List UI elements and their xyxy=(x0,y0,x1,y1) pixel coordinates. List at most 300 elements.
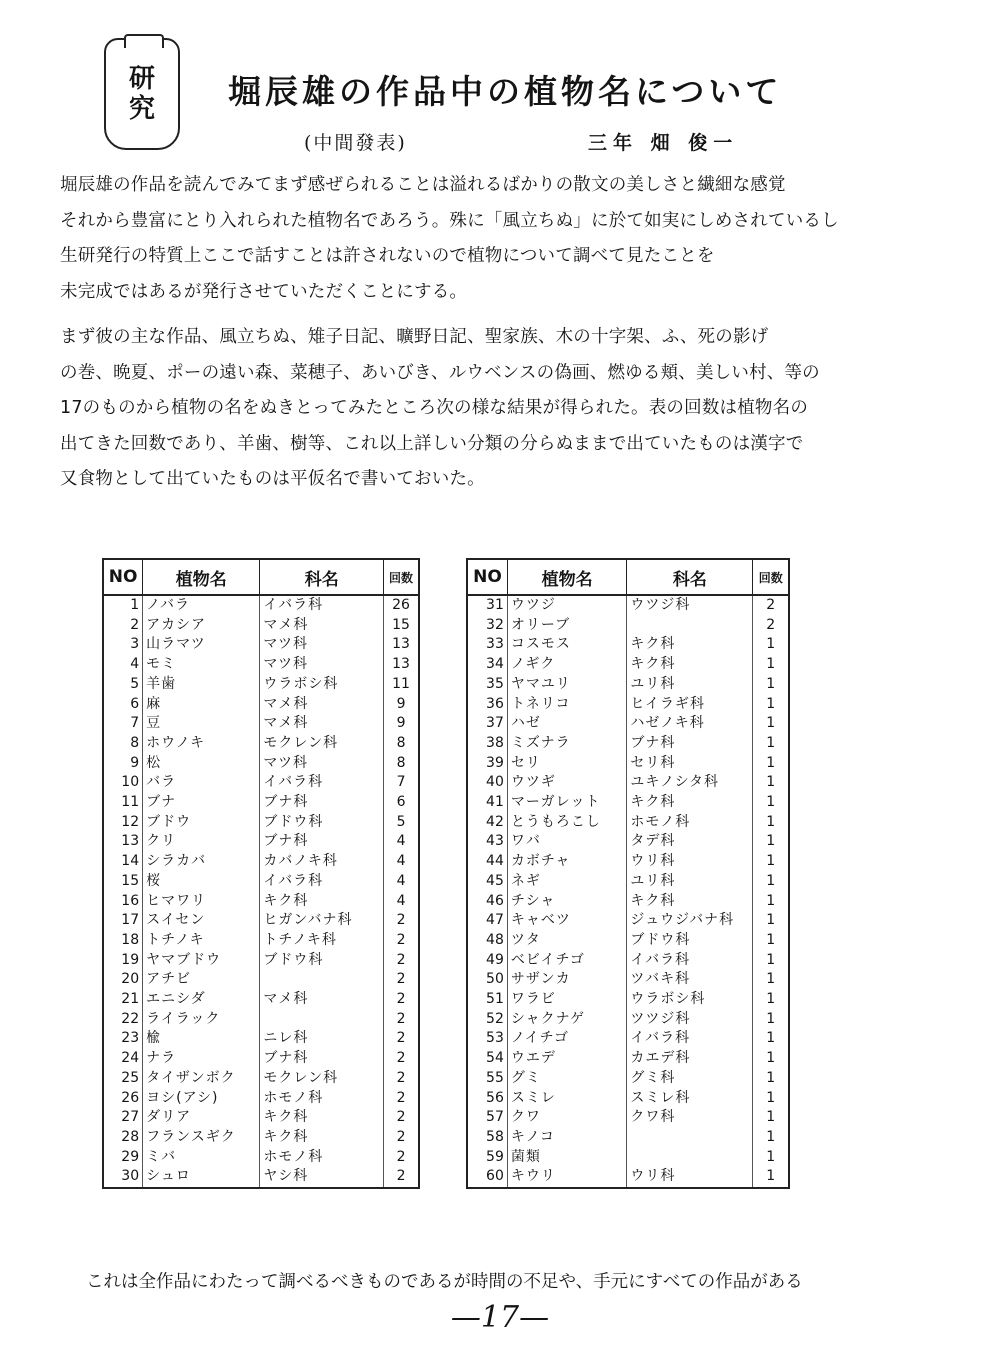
family-name: ホモノ科 xyxy=(627,813,753,833)
plant-name: タイザンボク xyxy=(143,1069,260,1089)
family-name: ブドウ科 xyxy=(260,951,384,971)
table-row xyxy=(467,773,789,793)
table-row xyxy=(103,970,419,990)
table-row xyxy=(467,1167,789,1188)
count-value: 8 xyxy=(396,754,406,771)
table-row xyxy=(467,990,789,1010)
table-row xyxy=(467,852,789,872)
plant-name: サザンカ xyxy=(507,970,627,990)
count-value: 1 xyxy=(766,774,776,791)
count-value: 2 xyxy=(396,912,406,929)
row-number: 17 xyxy=(103,911,143,931)
family-name: イバラ科 xyxy=(260,872,384,892)
row-number: 13 xyxy=(103,832,143,852)
row-number: 21 xyxy=(103,990,143,1010)
count-value: 13 xyxy=(392,656,410,673)
count-value: 2 xyxy=(396,1089,406,1106)
count-value: 2 xyxy=(396,991,406,1008)
family-name: ハゼノキ科 xyxy=(627,714,753,734)
count-value: 1 xyxy=(766,734,776,751)
plant-name: トチノキ xyxy=(143,931,260,951)
table-row xyxy=(103,655,419,675)
count-value: 7 xyxy=(396,774,406,791)
table-row xyxy=(103,1029,419,1049)
count-value: 1 xyxy=(766,931,776,948)
row-number: 49 xyxy=(467,951,507,971)
count-value: 2 xyxy=(396,1010,406,1027)
family-name: ニレ科 xyxy=(260,1029,384,1049)
plant-name: カボチャ xyxy=(507,852,627,872)
family-name: マメ科 xyxy=(260,616,384,636)
row-number: 10 xyxy=(103,773,143,793)
row-number: 19 xyxy=(103,951,143,971)
family-name: モクレン科 xyxy=(260,734,384,754)
stamp-char-1: 研 xyxy=(128,64,155,94)
table-row xyxy=(467,675,789,695)
table-row xyxy=(103,832,419,852)
plant-name: キウリ xyxy=(507,1167,627,1188)
count-value: 1 xyxy=(766,1148,776,1165)
page-title: 堀辰雄の作品中の植物名について xyxy=(228,72,783,111)
count-value: 2 xyxy=(396,1069,406,1086)
table-header-row xyxy=(103,559,419,595)
row-number: 23 xyxy=(103,1029,143,1049)
table-row xyxy=(467,1128,789,1148)
plant-name: エニシダ xyxy=(143,990,260,1010)
table-row xyxy=(467,813,789,833)
count-value: 4 xyxy=(396,872,406,889)
count-value: 2 xyxy=(396,1128,406,1145)
family-name: キク科 xyxy=(260,1128,384,1148)
plant-name: グミ xyxy=(507,1069,627,1089)
table-row xyxy=(467,595,789,616)
count-value: 13 xyxy=(392,636,410,653)
table-body xyxy=(103,595,419,1188)
count-value: 11 xyxy=(392,675,410,692)
author: 三年 畑 俊一 xyxy=(588,132,739,154)
row-number: 40 xyxy=(467,773,507,793)
table-row xyxy=(103,793,419,813)
intro-paragraph xyxy=(60,168,940,310)
plant-name: ミバ xyxy=(143,1148,260,1168)
header-family: 科名 xyxy=(260,559,384,595)
plant-name: 松 xyxy=(143,754,260,774)
plant-name: クワ xyxy=(507,1108,627,1128)
count-value: 1 xyxy=(766,656,776,673)
family-name: ユリ科 xyxy=(627,675,753,695)
row-number: 37 xyxy=(467,714,507,734)
row-number: 12 xyxy=(103,813,143,833)
plant-name: ベビイチゴ xyxy=(507,951,627,971)
count-value: 9 xyxy=(396,715,406,732)
plant-name: モミ xyxy=(143,655,260,675)
table-header-row xyxy=(467,559,789,595)
row-number: 60 xyxy=(467,1167,507,1188)
plant-name: クリ xyxy=(143,832,260,852)
table-row xyxy=(103,931,419,951)
table-row xyxy=(103,1010,419,1030)
plant-name: ウツジ xyxy=(507,595,627,616)
plant-name: ウエデ xyxy=(507,1049,627,1069)
paragraph-line: まず彼の主な作品、風立ちぬ、雉子日記、曠野日記、聖家族、木の十字架、ふ、死の影げ xyxy=(60,327,769,347)
count-value: 26 xyxy=(392,597,410,613)
plant-name: マーガレット xyxy=(507,793,627,813)
family-name: タデ科 xyxy=(627,832,753,852)
row-number: 3 xyxy=(103,635,143,655)
paragraph-line: 生研発行の特質上ここで話すことは許されないので植物について調べて見たことを xyxy=(60,246,715,266)
family-name: イバラ科 xyxy=(627,1029,753,1049)
row-number: 28 xyxy=(103,1128,143,1148)
family-name: ブドウ科 xyxy=(260,813,384,833)
plant-name: ヒマワリ xyxy=(143,892,260,912)
family-name: ホモノ科 xyxy=(260,1089,384,1109)
plant-name: ノイチゴ xyxy=(507,1029,627,1049)
method-paragraph xyxy=(60,320,940,498)
family-name: キク科 xyxy=(627,892,753,912)
family-name: ジュウジバナ科 xyxy=(627,911,753,931)
row-number: 53 xyxy=(467,1029,507,1049)
count-value: 1 xyxy=(766,1109,776,1126)
row-number: 38 xyxy=(467,734,507,754)
subtitle: (中間發表) xyxy=(304,132,407,154)
table-row xyxy=(467,635,789,655)
count-value: 8 xyxy=(396,734,406,751)
family-name: グミ科 xyxy=(627,1069,753,1089)
family-name: キク科 xyxy=(260,1108,384,1128)
table-row xyxy=(103,852,419,872)
count-value: 4 xyxy=(396,853,406,870)
row-number: 9 xyxy=(103,754,143,774)
family-name: マツ科 xyxy=(260,635,384,655)
plant-name: ライラック xyxy=(143,1010,260,1030)
row-number: 32 xyxy=(467,616,507,636)
research-stamp xyxy=(104,38,180,150)
table-row xyxy=(467,714,789,734)
header-no: NO xyxy=(467,559,507,595)
family-name: イバラ科 xyxy=(627,951,753,971)
row-number: 41 xyxy=(467,793,507,813)
table-row xyxy=(103,675,419,695)
count-value: 1 xyxy=(766,695,776,712)
plant-name: キャベツ xyxy=(507,911,627,931)
family-name: カバノキ科 xyxy=(260,852,384,872)
table-row xyxy=(103,754,419,774)
table-row xyxy=(467,1069,789,1089)
plant-name: ノギク xyxy=(507,655,627,675)
table-row xyxy=(467,1029,789,1049)
paragraph-line: の巻、晩夏、ポーの遠い森、菜穂子、あいびき、ルウベンスの偽画、燃ゆる頬、美しい村、等の xyxy=(60,362,820,383)
row-number: 27 xyxy=(103,1108,143,1128)
count-value: 1 xyxy=(766,892,776,909)
family-name xyxy=(260,970,384,990)
table-row xyxy=(103,1148,419,1168)
row-number: 58 xyxy=(467,1128,507,1148)
count-value: 1 xyxy=(766,715,776,732)
count-value: 1 xyxy=(766,675,776,692)
paragraph-line: 堀辰雄の作品を読んでみてまず感ぜられることは溢れるばかりの散文の美しさと繊細な感覚 xyxy=(60,175,786,195)
plant-name: ウツギ xyxy=(507,773,627,793)
plant-table-left xyxy=(102,558,420,1189)
family-name: ブナ科 xyxy=(260,793,384,813)
row-number: 57 xyxy=(467,1108,507,1128)
family-name: マツ科 xyxy=(260,655,384,675)
plant-name: ヤマユリ xyxy=(507,675,627,695)
row-number: 24 xyxy=(103,1049,143,1069)
row-number: 50 xyxy=(467,970,507,990)
table-row xyxy=(103,773,419,793)
row-number: 7 xyxy=(103,714,143,734)
plant-name: ツタ xyxy=(507,931,627,951)
row-number: 16 xyxy=(103,892,143,912)
row-number: 33 xyxy=(467,635,507,655)
table-row xyxy=(103,892,419,912)
table-row xyxy=(103,1128,419,1148)
table-row xyxy=(467,1049,789,1069)
plant-name: コスモス xyxy=(507,635,627,655)
row-number: 14 xyxy=(103,852,143,872)
row-number: 26 xyxy=(103,1089,143,1109)
family-name: スミレ科 xyxy=(627,1089,753,1109)
plant-name: スミレ xyxy=(507,1089,627,1109)
count-value: 6 xyxy=(396,794,406,811)
row-number: 20 xyxy=(103,970,143,990)
table-row xyxy=(467,1010,789,1030)
family-name: イバラ科 xyxy=(260,595,384,616)
count-value: 1 xyxy=(766,991,776,1008)
count-value: 2 xyxy=(396,971,406,988)
plant-name: オリーブ xyxy=(507,616,627,636)
row-number: 29 xyxy=(103,1148,143,1168)
family-name: キク科 xyxy=(627,635,753,655)
row-number: 52 xyxy=(467,1010,507,1030)
count-value: 1 xyxy=(766,1128,776,1145)
plant-name: 菌類 xyxy=(507,1148,627,1168)
table-row xyxy=(103,951,419,971)
plant-name: ナラ xyxy=(143,1049,260,1069)
count-value: 1 xyxy=(766,1168,776,1185)
family-name: ブナ科 xyxy=(260,1049,384,1069)
plant-name: ブナ xyxy=(143,793,260,813)
count-value: 1 xyxy=(766,1030,776,1047)
plant-name: ホウノキ xyxy=(143,734,260,754)
plant-name: ダリア xyxy=(143,1108,260,1128)
family-name: イバラ科 xyxy=(260,773,384,793)
count-value: 2 xyxy=(396,951,406,968)
family-name: ウラボシ科 xyxy=(260,675,384,695)
table-row xyxy=(103,1049,419,1069)
family-name: ユリ科 xyxy=(627,872,753,892)
plant-name: チシャ xyxy=(507,892,627,912)
family-name: ブナ科 xyxy=(260,832,384,852)
family-name: マメ科 xyxy=(260,990,384,1010)
table-row xyxy=(467,1089,789,1109)
family-name: キク科 xyxy=(627,793,753,813)
plant-name: フランスギク xyxy=(143,1128,260,1148)
plant-name: 桜 xyxy=(143,872,260,892)
plant-name: ワバ xyxy=(507,832,627,852)
table-row xyxy=(103,990,419,1010)
table-row xyxy=(467,616,789,636)
plant-name: バラ xyxy=(143,773,260,793)
paragraph-line: 17のものから植物の名をぬきとってみたところ次の様な結果が得られた。表の回数は植物名の xyxy=(60,398,809,418)
table-row xyxy=(467,734,789,754)
paragraph-line: 未完成ではあるが発行させていただくことにする。 xyxy=(60,281,468,302)
row-number: 47 xyxy=(467,911,507,931)
table-row xyxy=(103,1108,419,1128)
table-row xyxy=(103,635,419,655)
header-no: NO xyxy=(103,559,143,595)
plant-name: ハゼ xyxy=(507,714,627,734)
table-row xyxy=(467,1108,789,1128)
table-row xyxy=(103,734,419,754)
table-row xyxy=(467,793,789,813)
family-name: キク科 xyxy=(260,892,384,912)
table-row xyxy=(467,951,789,971)
table-row xyxy=(467,892,789,912)
row-number: 22 xyxy=(103,1010,143,1030)
row-number: 30 xyxy=(103,1167,143,1188)
family-name: ホモノ科 xyxy=(260,1148,384,1168)
table-row xyxy=(467,931,789,951)
table-row xyxy=(467,695,789,715)
count-value: 2 xyxy=(766,597,776,613)
row-number: 44 xyxy=(467,852,507,872)
row-number: 8 xyxy=(103,734,143,754)
header-family: 科名 xyxy=(627,559,753,595)
header-count: 回数 xyxy=(384,559,419,595)
family-name: ウリ科 xyxy=(627,852,753,872)
row-number: 18 xyxy=(103,931,143,951)
plant-name: ヤマブドウ xyxy=(143,951,260,971)
family-name: ブドウ科 xyxy=(627,931,753,951)
plant-name: シュロ xyxy=(143,1167,260,1188)
table-row xyxy=(467,832,789,852)
table-row xyxy=(103,911,419,931)
family-name: ウラボシ科 xyxy=(627,990,753,1010)
table-row xyxy=(467,911,789,931)
row-number: 39 xyxy=(467,754,507,774)
plant-name: アチビ xyxy=(143,970,260,990)
family-name: マメ科 xyxy=(260,695,384,715)
count-value: 15 xyxy=(392,616,410,633)
count-value: 2 xyxy=(396,1030,406,1047)
family-name: モクレン科 xyxy=(260,1069,384,1089)
page-number: —17— xyxy=(450,1300,550,1335)
family-name: セリ科 xyxy=(627,754,753,774)
count-value: 5 xyxy=(396,813,406,830)
count-value: 1 xyxy=(766,754,776,771)
header-plant-name: 植物名 xyxy=(507,559,627,595)
plant-name: ワラビ xyxy=(507,990,627,1010)
count-value: 9 xyxy=(396,695,406,712)
header-plant-name: 植物名 xyxy=(143,559,260,595)
count-value: 2 xyxy=(396,931,406,948)
row-number: 48 xyxy=(467,931,507,951)
row-number: 5 xyxy=(103,675,143,695)
count-value: 4 xyxy=(396,892,406,909)
count-value: 2 xyxy=(396,1168,406,1185)
count-value: 2 xyxy=(396,1148,406,1165)
table-row xyxy=(103,1069,419,1089)
table-row xyxy=(467,655,789,675)
count-value: 2 xyxy=(396,1109,406,1126)
count-value: 2 xyxy=(396,1050,406,1067)
table-row xyxy=(103,714,419,734)
plant-name: スイセン xyxy=(143,911,260,931)
family-name xyxy=(627,1148,753,1168)
plant-name: シラカバ xyxy=(143,852,260,872)
plant-table-right xyxy=(466,558,790,1189)
row-number: 31 xyxy=(467,595,507,616)
plant-name: 羊歯 xyxy=(143,675,260,695)
row-number: 1 xyxy=(103,595,143,616)
table-row xyxy=(103,1167,419,1188)
row-number: 11 xyxy=(103,793,143,813)
table-row xyxy=(103,616,419,636)
table-row xyxy=(103,695,419,715)
table-row xyxy=(103,872,419,892)
row-number: 51 xyxy=(467,990,507,1010)
count-value: 1 xyxy=(766,1089,776,1106)
row-number: 42 xyxy=(467,813,507,833)
plant-name: トネリコ xyxy=(507,695,627,715)
family-name: マツ科 xyxy=(260,754,384,774)
paragraph-line: 出てきた回数であり、羊歯、樹等、これ以上詳しい分類の分らぬままで出ていたものは漢字で xyxy=(60,433,804,454)
family-name: ツツジ科 xyxy=(627,1010,753,1030)
plant-name: ミズナラ xyxy=(507,734,627,754)
count-value: 1 xyxy=(766,1069,776,1086)
table-row xyxy=(467,754,789,774)
plant-name: ネギ xyxy=(507,872,627,892)
row-number: 15 xyxy=(103,872,143,892)
family-name: キク科 xyxy=(627,655,753,675)
table-row xyxy=(103,595,419,616)
family-name: ツバキ科 xyxy=(627,970,753,990)
table-row xyxy=(467,1148,789,1168)
family-name xyxy=(627,616,753,636)
plant-name: 麻 xyxy=(143,695,260,715)
count-value: 1 xyxy=(766,951,776,968)
count-value: 1 xyxy=(766,912,776,929)
count-value: 1 xyxy=(766,971,776,988)
family-name: ヒイラギ科 xyxy=(627,695,753,715)
table-row xyxy=(103,813,419,833)
count-value: 1 xyxy=(766,1050,776,1067)
row-number: 36 xyxy=(467,695,507,715)
count-value: 1 xyxy=(766,636,776,653)
plant-name: 豆 xyxy=(143,714,260,734)
table-row xyxy=(467,872,789,892)
family-name: ブナ科 xyxy=(627,734,753,754)
table-body xyxy=(467,595,789,1188)
row-number: 56 xyxy=(467,1089,507,1109)
count-value: 4 xyxy=(396,833,406,850)
family-name: ヒガンバナ科 xyxy=(260,911,384,931)
stamp-char-2: 究 xyxy=(128,94,155,124)
plant-name: セリ xyxy=(507,754,627,774)
continuation-text: これは全作品にわたって調べるべきものであるが時間の不足や、手元にすべての作品がある xyxy=(86,1272,803,1292)
row-number: 4 xyxy=(103,655,143,675)
table-row xyxy=(467,970,789,990)
row-number: 45 xyxy=(467,872,507,892)
family-name: ウツジ科 xyxy=(627,595,753,616)
family-name: ウリ科 xyxy=(627,1167,753,1188)
row-number: 34 xyxy=(467,655,507,675)
count-value: 1 xyxy=(766,872,776,889)
count-value: 1 xyxy=(766,1010,776,1027)
family-name: カエデ科 xyxy=(627,1049,753,1069)
row-number: 54 xyxy=(467,1049,507,1069)
